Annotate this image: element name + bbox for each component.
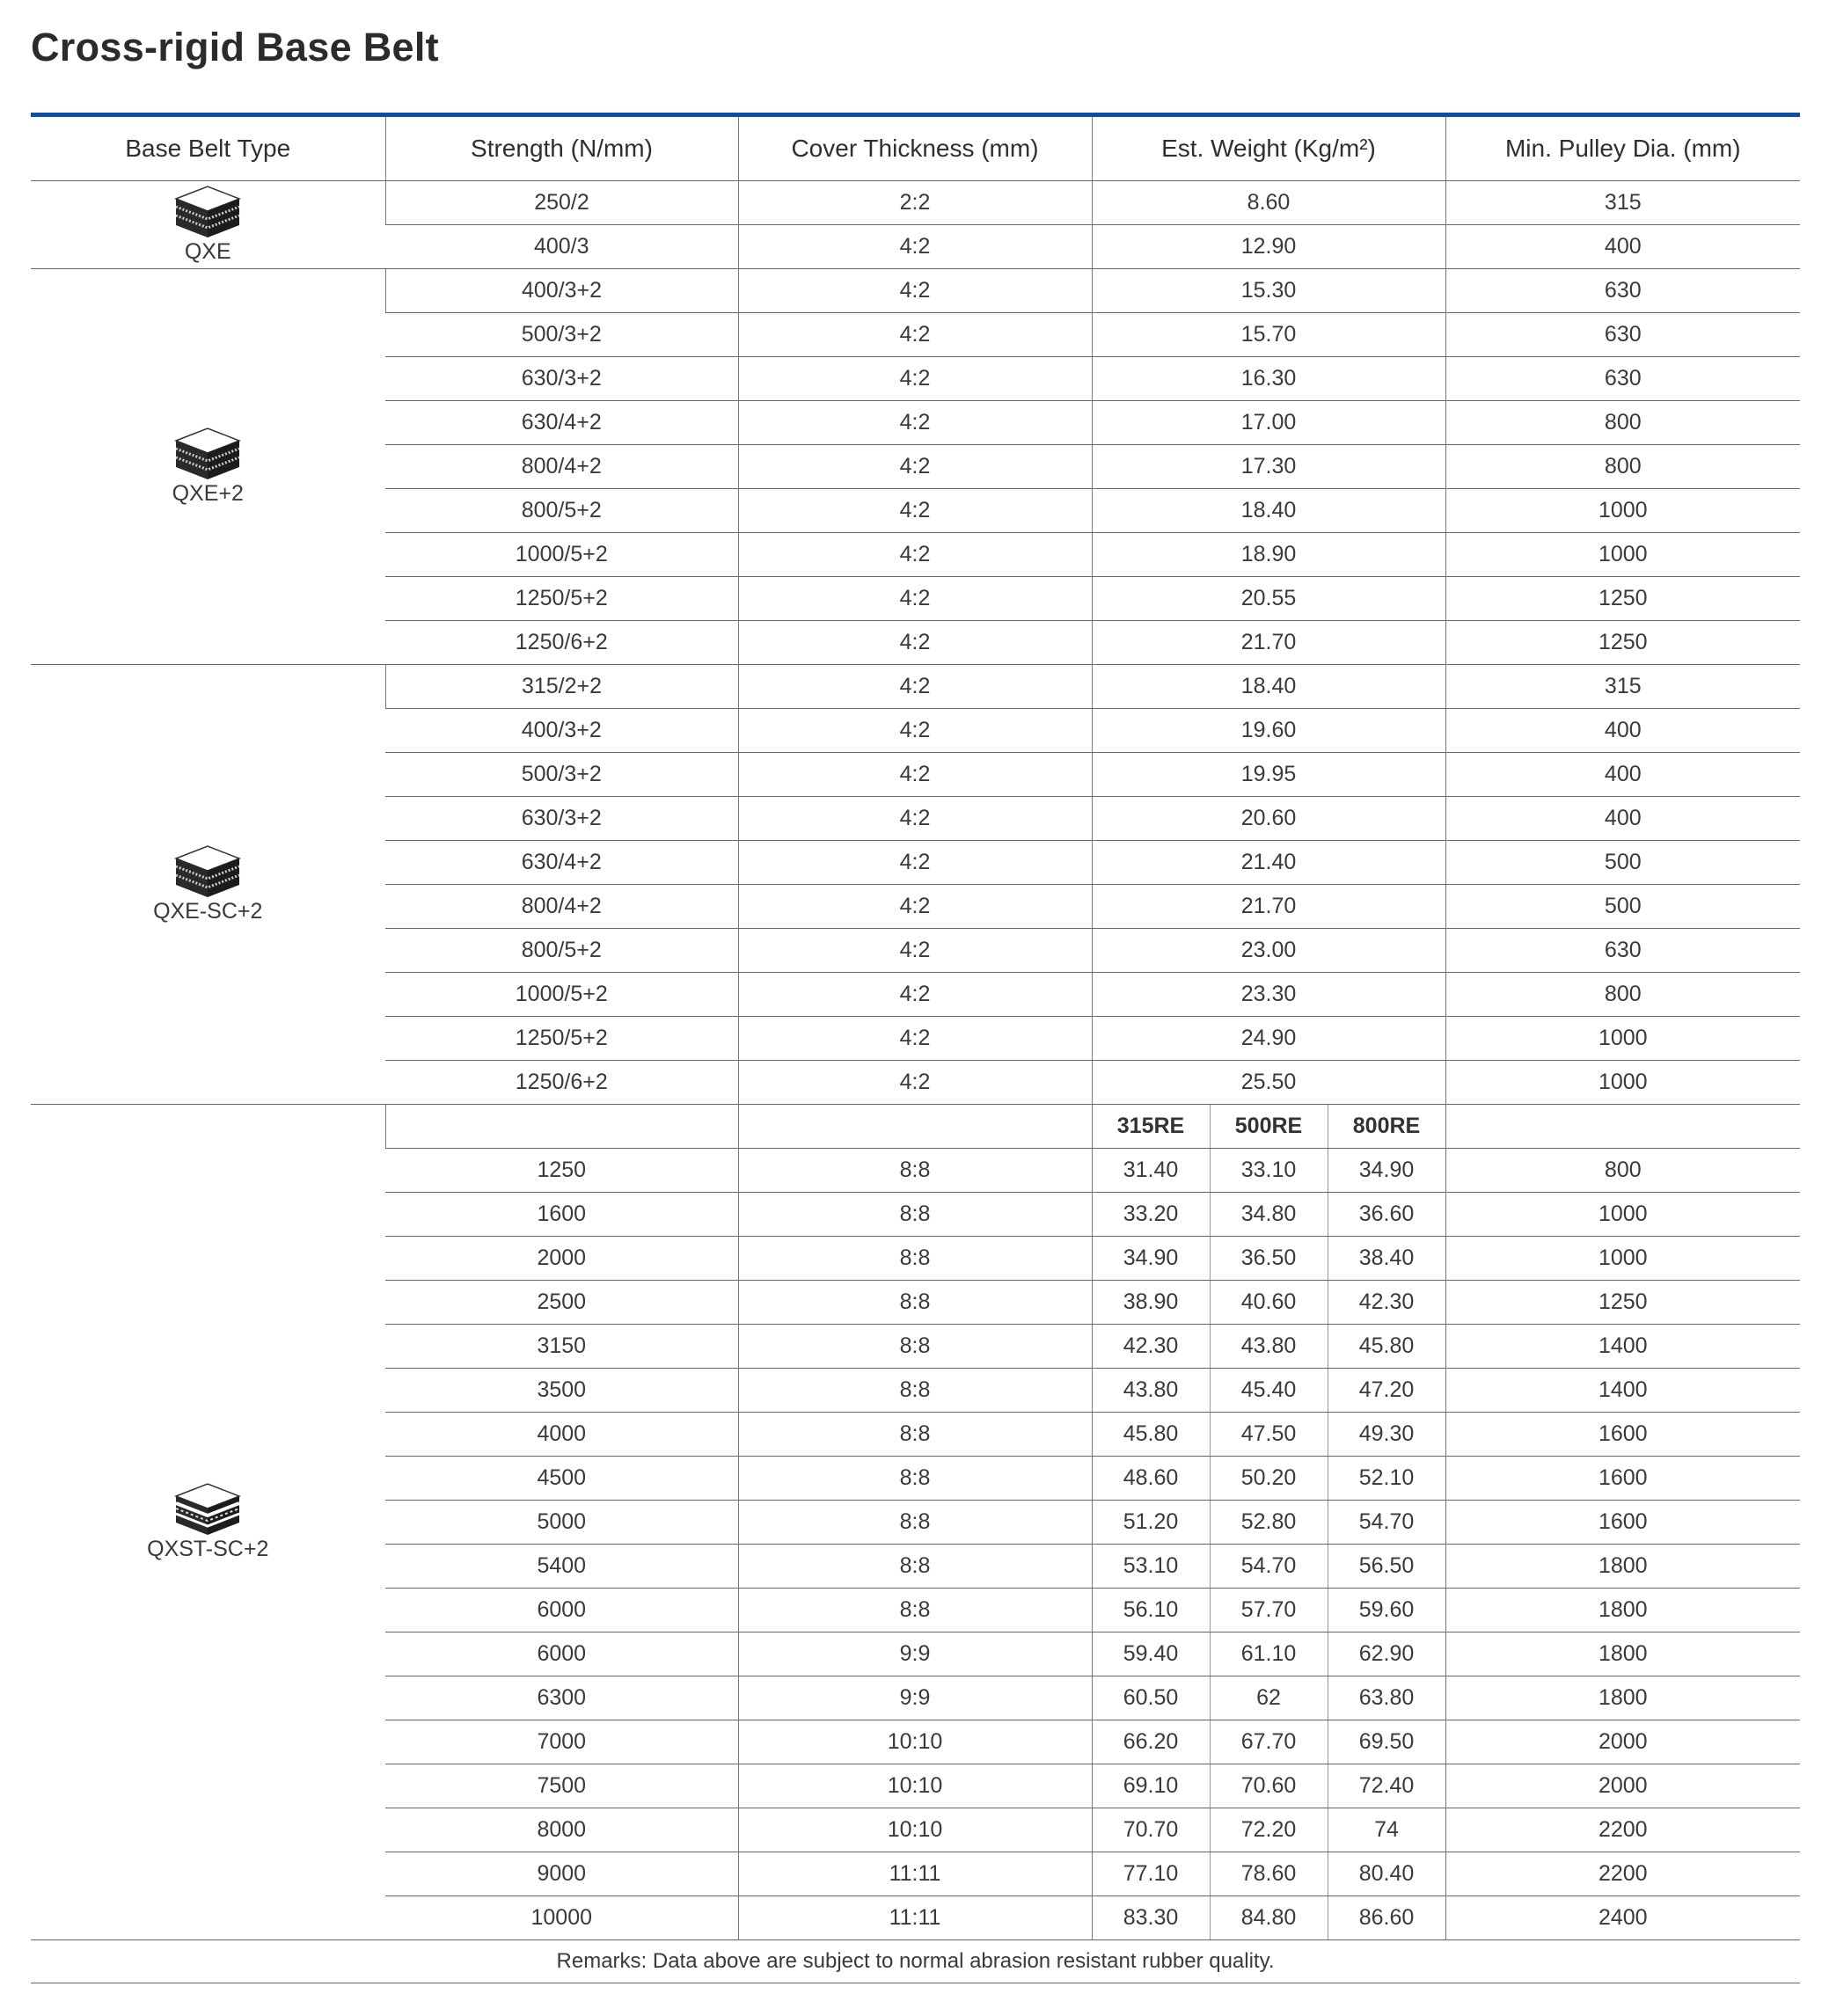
min-pulley-cell: 1000 <box>1445 533 1800 577</box>
strength-cell: 6000 <box>385 1633 738 1676</box>
belt-type <box>31 185 385 265</box>
weight-500re-cell: 40.60 <box>1210 1281 1328 1325</box>
weight-315re-cell: 51.20 <box>1092 1501 1210 1545</box>
strength-cell: 2000 <box>385 1237 738 1281</box>
strength-cell: 630/3+2 <box>385 357 738 401</box>
weight-800re-cell: 42.30 <box>1328 1281 1445 1325</box>
strength-cell: 250/2 <box>385 181 738 225</box>
weight-315re-cell: 33.20 <box>1092 1193 1210 1237</box>
weight-315re-cell: 56.10 <box>1092 1589 1210 1633</box>
weight-800re-cell: 52.10 <box>1328 1457 1445 1501</box>
min-pulley-cell: 2000 <box>1445 1720 1800 1764</box>
strength-cell: 6000 <box>385 1589 738 1633</box>
weight-cell: 21.40 <box>1092 841 1445 885</box>
weight-cell: 17.30 <box>1092 445 1445 489</box>
cover-thickness-cell: 8:8 <box>738 1545 1092 1589</box>
strength-cell: 800/5+2 <box>385 929 738 973</box>
belt-type-label: QXE <box>184 239 231 264</box>
cover-thickness-cell: 8:8 <box>738 1413 1092 1457</box>
belt-layers-icon <box>174 185 241 239</box>
cover-thickness-cell: 9:9 <box>738 1676 1092 1720</box>
weight-800re-cell: 47.20 <box>1328 1369 1445 1413</box>
min-pulley-cell: 2200 <box>1445 1808 1800 1852</box>
strength-cell: 1000/5+2 <box>385 973 738 1017</box>
cover-thickness-cell: 9:9 <box>738 1633 1092 1676</box>
cover-thickness-cell: 4:2 <box>738 269 1092 313</box>
strength-cell: 9000 <box>385 1852 738 1896</box>
weight-500re-cell: 54.70 <box>1210 1545 1328 1589</box>
min-pulley-cell: 400 <box>1445 225 1800 269</box>
min-pulley-cell: 1250 <box>1445 1281 1800 1325</box>
cover-thickness-cell: 8:8 <box>738 1149 1092 1193</box>
min-pulley-cell: 630 <box>1445 357 1800 401</box>
min-pulley-cell: 800 <box>1445 445 1800 489</box>
header-base-belt-type: Base Belt Type <box>31 115 385 181</box>
strength-cell: 10000 <box>385 1896 738 1940</box>
min-pulley-cell: 800 <box>1445 1149 1800 1193</box>
cover-thickness-cell: 4:2 <box>738 973 1092 1017</box>
cover-thickness-cell: 4:2 <box>738 357 1092 401</box>
weight-500re-cell: 50.20 <box>1210 1457 1328 1501</box>
base-belt-type-cell <box>31 181 385 269</box>
strength-cell: 3500 <box>385 1369 738 1413</box>
cover-thickness-cell: 8:8 <box>738 1369 1092 1413</box>
strength-cell: 1250/6+2 <box>385 1061 738 1105</box>
weight-800re-cell: 49.30 <box>1328 1413 1445 1457</box>
strength-cell: 1250/5+2 <box>385 577 738 621</box>
weight-500re-cell: 67.70 <box>1210 1720 1328 1764</box>
min-pulley-cell: 1400 <box>1445 1325 1800 1369</box>
min-pulley-cell: 800 <box>1445 973 1800 1017</box>
page-title: Cross-rigid Base Belt <box>31 25 439 69</box>
weight-800re-cell: 54.70 <box>1328 1501 1445 1545</box>
strength-cell: 1600 <box>385 1193 738 1237</box>
min-pulley-cell: 2400 <box>1445 1896 1800 1940</box>
cover-thickness-cell: 4:2 <box>738 401 1092 445</box>
weight-cell: 15.30 <box>1092 269 1445 313</box>
cover-thickness-cell: 8:8 <box>738 1589 1092 1633</box>
min-pulley-cell: 315 <box>1445 665 1800 709</box>
belt-type <box>31 1482 385 1562</box>
weight-500re-cell: 43.80 <box>1210 1325 1328 1369</box>
weight-800re-cell: 63.80 <box>1328 1676 1445 1720</box>
cover-thickness-cell: 8:8 <box>738 1281 1092 1325</box>
min-pulley-cell: 1800 <box>1445 1676 1800 1720</box>
min-pulley-cell: 500 <box>1445 841 1800 885</box>
weight-315re-cell: 77.10 <box>1092 1852 1210 1896</box>
weight-500re-cell: 36.50 <box>1210 1237 1328 1281</box>
weight-315re-cell: 60.50 <box>1092 1676 1210 1720</box>
weight-cell: 20.55 <box>1092 577 1445 621</box>
belt-type <box>31 844 385 924</box>
weight-cell: 16.30 <box>1092 357 1445 401</box>
empty-cell <box>1445 1105 1800 1149</box>
min-pulley-cell: 1000 <box>1445 489 1800 533</box>
strength-cell: 500/3+2 <box>385 313 738 357</box>
min-pulley-cell: 500 <box>1445 885 1800 929</box>
weight-cell: 19.95 <box>1092 753 1445 797</box>
base-belt-type-cell <box>31 1105 385 1940</box>
weight-315re-cell: 59.40 <box>1092 1633 1210 1676</box>
cover-thickness-cell: 4:2 <box>738 225 1092 269</box>
weight-cell: 23.30 <box>1092 973 1445 1017</box>
cover-thickness-cell: 4:2 <box>738 533 1092 577</box>
cover-thickness-cell: 4:2 <box>738 445 1092 489</box>
table-row <box>31 181 1800 225</box>
strength-cell: 4000 <box>385 1413 738 1457</box>
weight-800re-cell: 72.40 <box>1328 1764 1445 1808</box>
strength-cell: 8000 <box>385 1808 738 1852</box>
strength-cell: 1250/6+2 <box>385 621 738 665</box>
weight-500re-cell: 45.40 <box>1210 1369 1328 1413</box>
weight-315re-cell: 66.20 <box>1092 1720 1210 1764</box>
cover-thickness-cell: 10:10 <box>738 1808 1092 1852</box>
base-belt-type-cell <box>31 269 385 665</box>
min-pulley-cell: 400 <box>1445 753 1800 797</box>
header-row <box>31 115 1800 181</box>
header-cover-thickness: Cover Thickness (mm) <box>738 115 1092 181</box>
strength-cell: 5400 <box>385 1545 738 1589</box>
belt-type-label: QXE-SC+2 <box>153 899 263 924</box>
strength-cell: 400/3+2 <box>385 709 738 753</box>
min-pulley-cell: 1000 <box>1445 1061 1800 1105</box>
cover-thickness-cell: 8:8 <box>738 1501 1092 1545</box>
weight-800re-cell: 86.60 <box>1328 1896 1445 1940</box>
min-pulley-cell: 400 <box>1445 709 1800 753</box>
header-min-pulley-dia: Min. Pulley Dia. (mm) <box>1445 115 1800 181</box>
min-pulley-cell: 315 <box>1445 181 1800 225</box>
cover-thickness-cell: 11:11 <box>738 1852 1092 1896</box>
strength-cell: 4500 <box>385 1457 738 1501</box>
weight-315re-cell: 38.90 <box>1092 1281 1210 1325</box>
weight-315re-cell: 45.80 <box>1092 1413 1210 1457</box>
cover-thickness-cell: 4:2 <box>738 709 1092 753</box>
weight-315re-cell: 43.80 <box>1092 1369 1210 1413</box>
cover-thickness-cell: 8:8 <box>738 1193 1092 1237</box>
weight-500re-cell: 70.60 <box>1210 1764 1328 1808</box>
min-pulley-cell: 2000 <box>1445 1764 1800 1808</box>
weight-cell: 18.40 <box>1092 489 1445 533</box>
min-pulley-cell: 1800 <box>1445 1633 1800 1676</box>
cover-thickness-cell: 2:2 <box>738 181 1092 225</box>
strength-cell: 800/4+2 <box>385 445 738 489</box>
belt-layers-icon <box>174 844 241 899</box>
strength-cell: 3150 <box>385 1325 738 1369</box>
strength-cell: 400/3 <box>385 225 738 269</box>
weight-500re-cell: 84.80 <box>1210 1896 1328 1940</box>
strength-cell: 1000/5+2 <box>385 533 738 577</box>
strength-cell: 5000 <box>385 1501 738 1545</box>
strength-cell: 400/3+2 <box>385 269 738 313</box>
weight-800re-cell: 36.60 <box>1328 1193 1445 1237</box>
min-pulley-cell: 1600 <box>1445 1501 1800 1545</box>
strength-cell: 630/3+2 <box>385 797 738 841</box>
weight-315re-cell: 31.40 <box>1092 1149 1210 1193</box>
strength-cell: 7000 <box>385 1720 738 1764</box>
strength-cell: 1250/5+2 <box>385 1017 738 1061</box>
strength-cell: 500/3+2 <box>385 753 738 797</box>
strength-cell: 1250 <box>385 1149 738 1193</box>
cover-thickness-cell: 4:2 <box>738 621 1092 665</box>
min-pulley-cell: 1000 <box>1445 1193 1800 1237</box>
weight-500re-cell: 78.60 <box>1210 1852 1328 1896</box>
strength-cell: 800/5+2 <box>385 489 738 533</box>
weight-500re-cell: 34.80 <box>1210 1193 1328 1237</box>
weight-cell: 18.40 <box>1092 665 1445 709</box>
weight-315re-cell: 48.60 <box>1092 1457 1210 1501</box>
remarks-row <box>31 1940 1800 1983</box>
weight-cell: 17.00 <box>1092 401 1445 445</box>
min-pulley-cell: 2200 <box>1445 1852 1800 1896</box>
weight-cell: 23.00 <box>1092 929 1445 973</box>
cover-thickness-cell: 4:2 <box>738 1017 1092 1061</box>
weight-800re-cell: 38.40 <box>1328 1237 1445 1281</box>
cover-thickness-cell: 4:2 <box>738 841 1092 885</box>
table-row <box>31 665 1800 709</box>
min-pulley-cell: 1000 <box>1445 1237 1800 1281</box>
weight-500re-cell: 47.50 <box>1210 1413 1328 1457</box>
weight-800re-cell: 59.60 <box>1328 1589 1445 1633</box>
min-pulley-cell: 1600 <box>1445 1413 1800 1457</box>
weight-cell: 15.70 <box>1092 313 1445 357</box>
weight-800re-cell: 80.40 <box>1328 1852 1445 1896</box>
cover-thickness-cell: 11:11 <box>738 1896 1092 1940</box>
strength-cell: 6300 <box>385 1676 738 1720</box>
weight-cell: 20.60 <box>1092 797 1445 841</box>
weight-315re-cell: 83.30 <box>1092 1896 1210 1940</box>
min-pulley-cell: 1250 <box>1445 621 1800 665</box>
empty-cell <box>738 1105 1092 1149</box>
strength-cell: 315/2+2 <box>385 665 738 709</box>
weight-cell: 25.50 <box>1092 1061 1445 1105</box>
cover-thickness-cell: 10:10 <box>738 1764 1092 1808</box>
weight-315re-cell: 69.10 <box>1092 1764 1210 1808</box>
weight-800re-cell: 69.50 <box>1328 1720 1445 1764</box>
strength-cell: 630/4+2 <box>385 841 738 885</box>
weight-315re-cell: 34.90 <box>1092 1237 1210 1281</box>
table-row <box>31 269 1800 313</box>
strength-cell: 7500 <box>385 1764 738 1808</box>
cover-thickness-cell: 8:8 <box>738 1325 1092 1369</box>
belt-type-label: QXE+2 <box>172 481 244 506</box>
min-pulley-cell: 800 <box>1445 401 1800 445</box>
weight-315re-cell: 42.30 <box>1092 1325 1210 1369</box>
weight-cell: 18.90 <box>1092 533 1445 577</box>
steel-cord-belt-icon <box>174 1482 241 1537</box>
weight-subheader-row <box>31 1105 1800 1149</box>
strength-cell: 800/4+2 <box>385 885 738 929</box>
cover-thickness-cell: 4:2 <box>738 797 1092 841</box>
weight-800re-cell: 45.80 <box>1328 1325 1445 1369</box>
weight-315re-cell: 53.10 <box>1092 1545 1210 1589</box>
min-pulley-cell: 1250 <box>1445 577 1800 621</box>
weight-subheader: 500RE <box>1210 1105 1328 1149</box>
weight-500re-cell: 52.80 <box>1210 1501 1328 1545</box>
weight-cell: 19.60 <box>1092 709 1445 753</box>
min-pulley-cell: 1800 <box>1445 1589 1800 1633</box>
header-est-weight: Est. Weight (Kg/m²) <box>1092 115 1445 181</box>
empty-cell <box>385 1105 738 1149</box>
belt-spec-table <box>31 113 1800 1983</box>
min-pulley-cell: 1800 <box>1445 1545 1800 1589</box>
weight-315re-cell: 70.70 <box>1092 1808 1210 1852</box>
cover-thickness-cell: 4:2 <box>738 577 1092 621</box>
weight-cell: 8.60 <box>1092 181 1445 225</box>
min-pulley-cell: 1400 <box>1445 1369 1800 1413</box>
cover-thickness-cell: 4:2 <box>738 665 1092 709</box>
weight-800re-cell: 34.90 <box>1328 1149 1445 1193</box>
cover-thickness-cell: 8:8 <box>738 1457 1092 1501</box>
min-pulley-cell: 630 <box>1445 929 1800 973</box>
min-pulley-cell: 1000 <box>1445 1017 1800 1061</box>
strength-cell: 630/4+2 <box>385 401 738 445</box>
belt-type <box>31 427 385 507</box>
min-pulley-cell: 400 <box>1445 797 1800 841</box>
weight-800re-cell: 62.90 <box>1328 1633 1445 1676</box>
cover-thickness-cell: 4:2 <box>738 313 1092 357</box>
min-pulley-cell: 630 <box>1445 269 1800 313</box>
cover-thickness-cell: 4:2 <box>738 885 1092 929</box>
weight-cell: 24.90 <box>1092 1017 1445 1061</box>
min-pulley-cell: 630 <box>1445 313 1800 357</box>
cover-thickness-cell: 4:2 <box>738 1061 1092 1105</box>
belt-layers-icon <box>174 427 241 481</box>
min-pulley-cell: 1600 <box>1445 1457 1800 1501</box>
weight-subheader: 800RE <box>1328 1105 1445 1149</box>
cover-thickness-cell: 8:8 <box>738 1237 1092 1281</box>
weight-500re-cell: 57.70 <box>1210 1589 1328 1633</box>
weight-800re-cell: 56.50 <box>1328 1545 1445 1589</box>
weight-cell: 12.90 <box>1092 225 1445 269</box>
base-belt-type-cell <box>31 665 385 1105</box>
weight-500re-cell: 33.10 <box>1210 1149 1328 1193</box>
weight-cell: 21.70 <box>1092 885 1445 929</box>
weight-800re-cell: 74 <box>1328 1808 1445 1852</box>
belt-type-label: QXST-SC+2 <box>147 1537 269 1561</box>
weight-500re-cell: 62 <box>1210 1676 1328 1720</box>
remarks-text: Remarks: Data above are subject to normal abrasion resistant rubber quality. <box>31 1940 1800 1983</box>
cover-thickness-cell: 4:2 <box>738 753 1092 797</box>
cover-thickness-cell: 10:10 <box>738 1720 1092 1764</box>
header-strength: Strength (N/mm) <box>385 115 738 181</box>
weight-cell: 21.70 <box>1092 621 1445 665</box>
strength-cell: 2500 <box>385 1281 738 1325</box>
cover-thickness-cell: 4:2 <box>738 489 1092 533</box>
weight-500re-cell: 61.10 <box>1210 1633 1328 1676</box>
weight-500re-cell: 72.20 <box>1210 1808 1328 1852</box>
cover-thickness-cell: 4:2 <box>738 929 1092 973</box>
weight-subheader: 315RE <box>1092 1105 1210 1149</box>
